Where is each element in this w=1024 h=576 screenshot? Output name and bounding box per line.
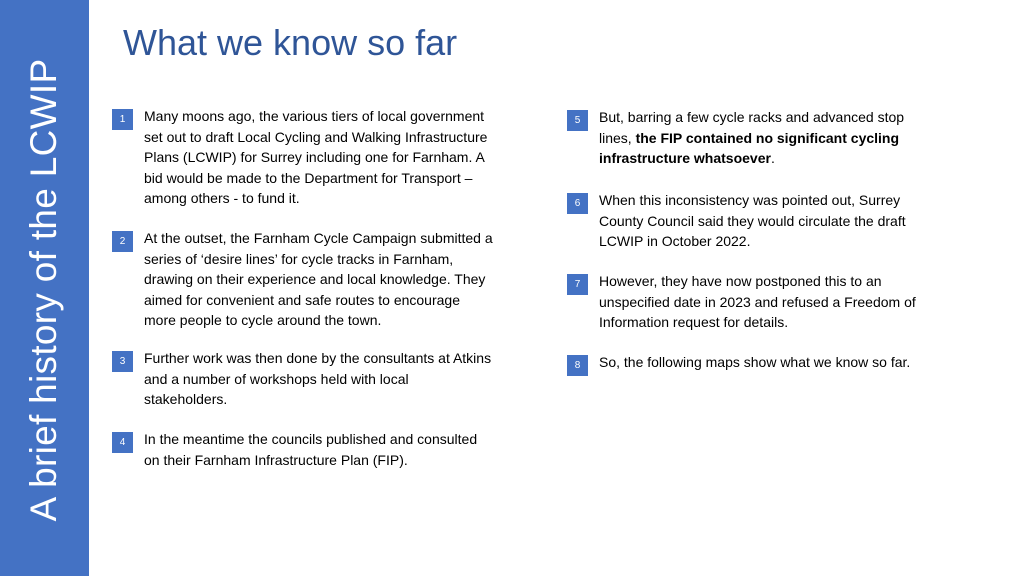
list-item-8: [567, 352, 981, 376]
text-line: on their Farnham Infrastructure Plan (FIP).: [144, 451, 408, 468]
text-line: aimed for convenient and safe routes to encourage: [144, 291, 460, 308]
list-item-1: [112, 106, 544, 209]
text-line: LCWIP in October 2022.: [599, 233, 751, 249]
item-text: [599, 271, 981, 333]
text-line: However, they have now postponed this to an: [599, 273, 882, 289]
text-line: At the outset, the Farnham Cycle Campaign submitted a: [144, 230, 493, 246]
number-badge: 6: [567, 193, 588, 214]
text-line: Many moons ago, the various tiers of local government: [144, 108, 485, 124]
number-badge: 2: [112, 231, 133, 252]
side-title: A brief history of the LCWIP: [23, 58, 64, 522]
text-line: stakeholders.: [144, 391, 228, 407]
text-bold: infrastructure whatsoever: [599, 150, 771, 166]
text-line: But, barring a few cycle racks and advanced stop: [599, 109, 905, 125]
list-item-4: [112, 429, 544, 470]
number-badge: 8: [567, 355, 588, 376]
item-text: [599, 190, 981, 252]
text-bold: the FIP contained no significant cycling: [635, 129, 900, 146]
text-plain: .: [770, 150, 775, 166]
text-line: [599, 148, 981, 169]
text-plain: lines,: [599, 129, 636, 146]
text-line: So, the following maps show what we know so far.: [599, 354, 911, 370]
text-line: bid would be made to the Department for Transport –: [144, 169, 473, 186]
item-text: [144, 106, 544, 209]
text-line: more people to cycle around the town.: [144, 312, 382, 328]
text-line: unspecified date in 2023 and refused a Freedom of: [599, 293, 916, 310]
text-line: and a number of workshops held with local: [144, 370, 409, 387]
text-line: Further work was then done by the consultants at Atkins: [144, 350, 492, 366]
text-line: series of ‘desire lines’ for cycle tracks in Farnham,: [144, 250, 454, 267]
list-item-6: [567, 190, 981, 252]
list-item-2: [112, 228, 544, 331]
text-line: drawing on their experience and local knowledge. They: [144, 271, 486, 287]
text-line: among others - to fund it.: [144, 190, 300, 206]
item-text: [599, 107, 981, 169]
list-item-3: [112, 348, 544, 410]
page-title: What we know so far: [123, 22, 458, 63]
list-item-5: [567, 107, 981, 169]
text-line: When this inconsistency was pointed out, Surrey: [599, 192, 901, 208]
number-badge: 4: [112, 432, 133, 453]
text-line: set out to draft Local Cycling and Walking Infrastructure: [144, 128, 488, 145]
number-badge: 7: [567, 274, 588, 295]
number-badge: 3: [112, 351, 133, 372]
text-line: Plans (LCWIP) for Surrey including one for Farnham. A: [144, 149, 485, 165]
text-line: Information request for details.: [599, 314, 789, 330]
side-bar: [0, 0, 89, 576]
item-text: [144, 348, 544, 410]
item-text: [144, 228, 544, 331]
text-line: County Council said they would circulate the draft: [599, 212, 906, 229]
item-text: [599, 352, 981, 373]
text-line: In the meantime the councils published and consulted: [144, 431, 478, 447]
number-badge: 1: [112, 109, 133, 130]
text-line: [599, 128, 981, 149]
list-item-7: [567, 271, 981, 333]
number-badge: 5: [567, 110, 588, 131]
item-text: [144, 429, 544, 470]
